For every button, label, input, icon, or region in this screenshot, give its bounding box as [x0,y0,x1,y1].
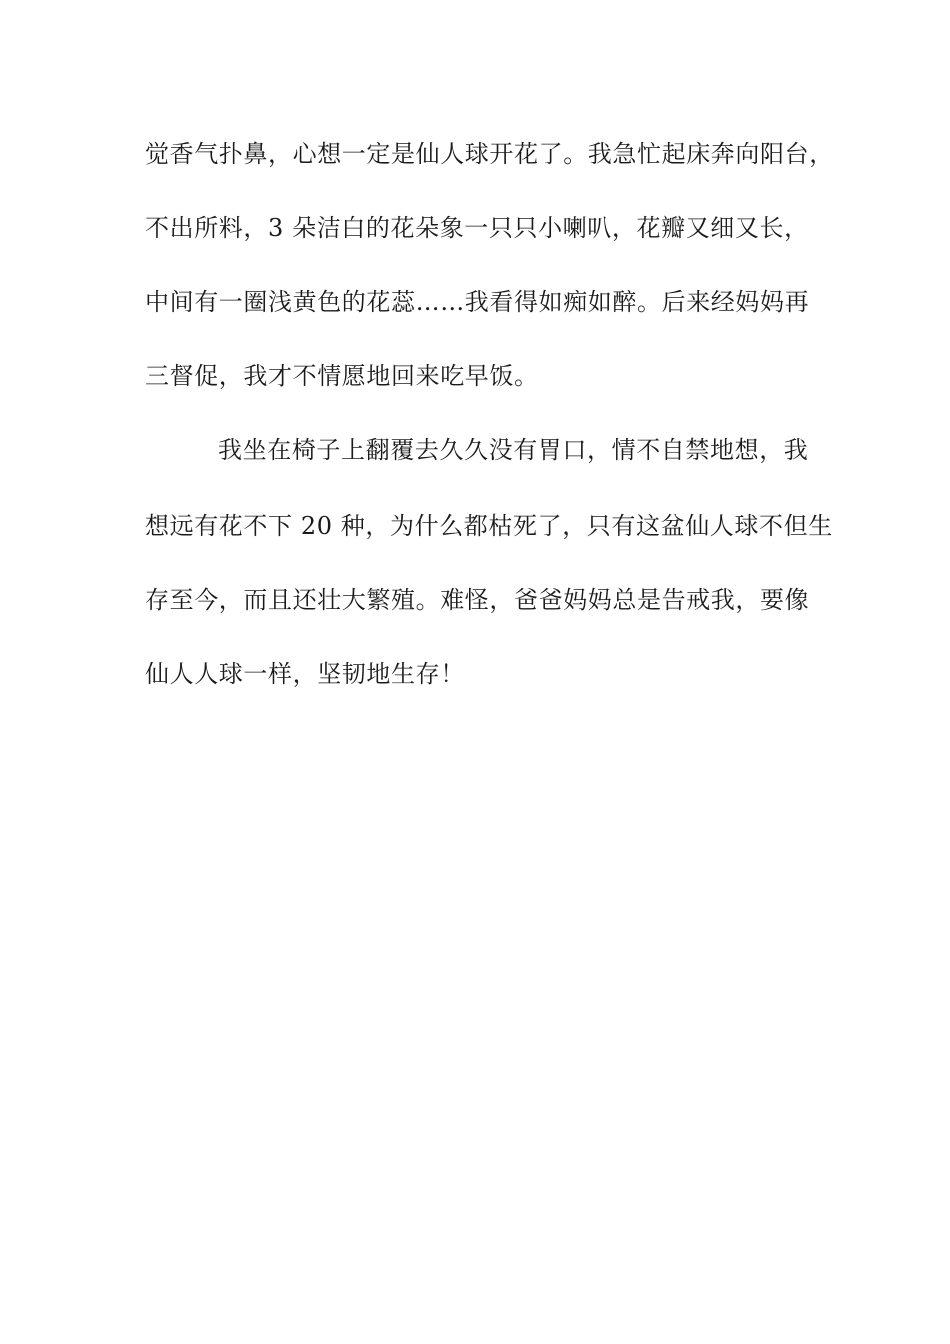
text-line: 我坐在椅子上翻覆去久久没有胃口，情不自禁地想，我 [218,436,809,464]
text-line: 存至今，而且还壮大繁殖。难怪，爸爸妈妈总是告戒我，要像 [145,586,810,614]
text-line: 不出所料，3 朵洁白的花朵象一只只小喇叭，花瓣又细又长， [145,214,809,242]
text-line: 中间有一圈浅黄色的花蕊……我看得如痴如醉。后来经妈妈再 [145,288,810,316]
text-line: 仙人人球一样，坚韧地生存！ [145,660,465,688]
text-line: 三督促，我才不情愿地回来吃早饭。 [145,362,539,390]
text-line: 觉香气扑鼻，心想一定是仙人球开花了。我急忙起床奔向阳台， [145,140,834,168]
text-line: 想远有花不下 20 种，为什么都枯死了，只有这盆仙人球不但生 [145,512,833,540]
